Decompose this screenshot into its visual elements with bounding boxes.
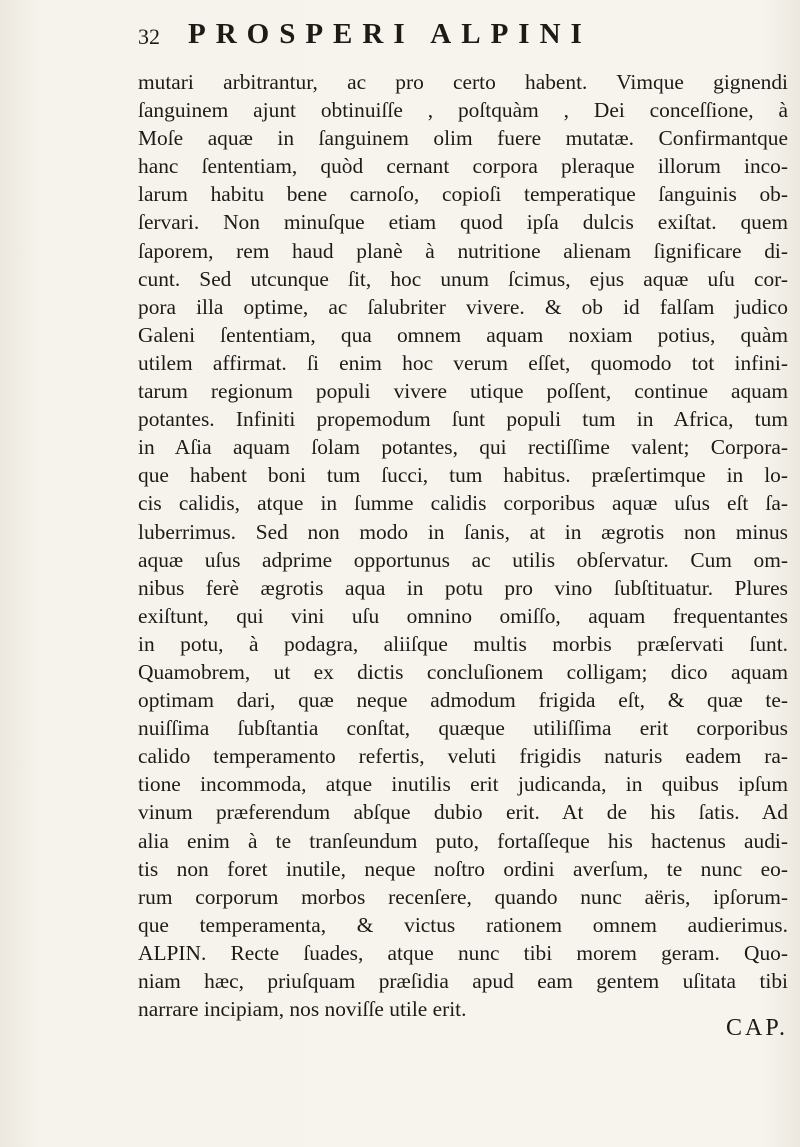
text-line: in Aſia aquam ſolam potantes, qui rectiſſime valent; Corpora- [138, 435, 788, 460]
text-line: aquæ uſus adprime opportunus ac utilis obſervatur. Cum om- [138, 547, 788, 572]
text-line: ſervari. Non minuſque etiam quod ipſa dulcis exiſtat. quem [138, 210, 788, 235]
catchword: CAP. [726, 1015, 789, 1041]
text-line: Galeni ſententiam, qua omnem aquam noxiam potius, quàm [138, 322, 788, 347]
text-line: ALPIN. Recte ſuades, atque nunc tibi morem geram. Quo- [138, 940, 788, 965]
body-text [138, 68, 788, 1023]
text-line: nibus ferè ægrotis aqua in potu pro vino ſubſtituatur. Plures [138, 575, 788, 600]
text-line: in potu, à podagra, aliiſque multis morbis præſervati ſunt. [138, 631, 788, 656]
text-line: utilem affirmat. ſi enim hoc verum eſſet, quomodo tot infini- [138, 350, 788, 375]
text-line: vinum præferendum abſque dubio erit. At de his ſatis. Ad [138, 800, 788, 825]
text-line: que habent boni tum ſucci, tum habitus. præſertimque in lo- [138, 463, 788, 488]
text-line: ſanguinem ajunt obtinuiſſe , poſtquàm , Dei conceſſione, à [138, 98, 788, 123]
text-line: optimam dari, quæ neque admodum frigida eſt, & quæ te- [138, 688, 788, 713]
text-line: exiſtunt, qui vini uſu omnino omiſſo, aquam frequentantes [138, 603, 788, 628]
text-line: hanc ſententiam, quòd cernant corpora pleraque illorum inco- [138, 154, 788, 179]
text-line: cis calidis, atque in ſumme calidis corporibus aquæ uſus eſt ſa- [138, 491, 788, 516]
text-line: alia enim à te tranſeundum puto, fortaſſeque his hactenus audi- [138, 828, 788, 853]
text-line: narrare incipiam, nos noviſſe utile erit. [138, 997, 467, 1022]
text-line: luberrimus. Sed non modo in ſanis, at in ægrotis non minus [138, 519, 788, 544]
running-title: PROSPERI ALPINI [188, 18, 592, 50]
text-line: rum corporum morbos recenſere, quando nunc aëris, ipſorum- [138, 884, 788, 909]
text-line: ſaporem, rem haud planè à nutritione alienam ſignificare di- [138, 238, 788, 263]
text-line: Quamobrem, ut ex dictis concluſionem colligam; dico aquam [138, 659, 788, 684]
text-line: calido temperamento refertis, veluti frigidis naturis eadem ra- [138, 744, 788, 769]
text-line: cunt. Sed utcunque ſit, hoc unum ſcimus, ejus aquæ uſu cor- [138, 266, 788, 291]
text-line: que temperamenta, & victus rationem omnem audierimus. [138, 912, 788, 937]
text-line: potantes. Infiniti propemodum ſunt populi tum in Africa, tum [138, 407, 788, 432]
running-head [138, 18, 798, 58]
text-line: nuiſſima ſubſtantia conſtat, quæque utiliſſima erit corporibus [138, 716, 788, 741]
page-number: 32 [138, 24, 160, 49]
text-line: tarum regionum populi vivere utique poſſent, continue aquam [138, 379, 788, 404]
text-line: niam hæc, priuſquam præſidia apud eam gentem uſitata tibi [138, 969, 788, 993]
text-line: mutari arbitrantur, ac pro certo habent. Vimque gignendi [138, 70, 788, 94]
text-line: tis non foret inutile, neque noſtro ordini averſum, te nunc eo- [138, 856, 788, 881]
text-line: pora illa optime, ac ſalubriter vivere. & ob id falſam judico [138, 294, 788, 319]
text-line: Moſe aquæ in ſanguinem olim fuere mutatæ. Confirmantque [138, 126, 788, 151]
text-line: larum habitu bene carnoſo, copioſi temperatique ſanguinis ob- [138, 182, 788, 207]
text-line: tione incommoda, atque inutilis erit judicanda, in quibus ipſum [138, 772, 788, 797]
